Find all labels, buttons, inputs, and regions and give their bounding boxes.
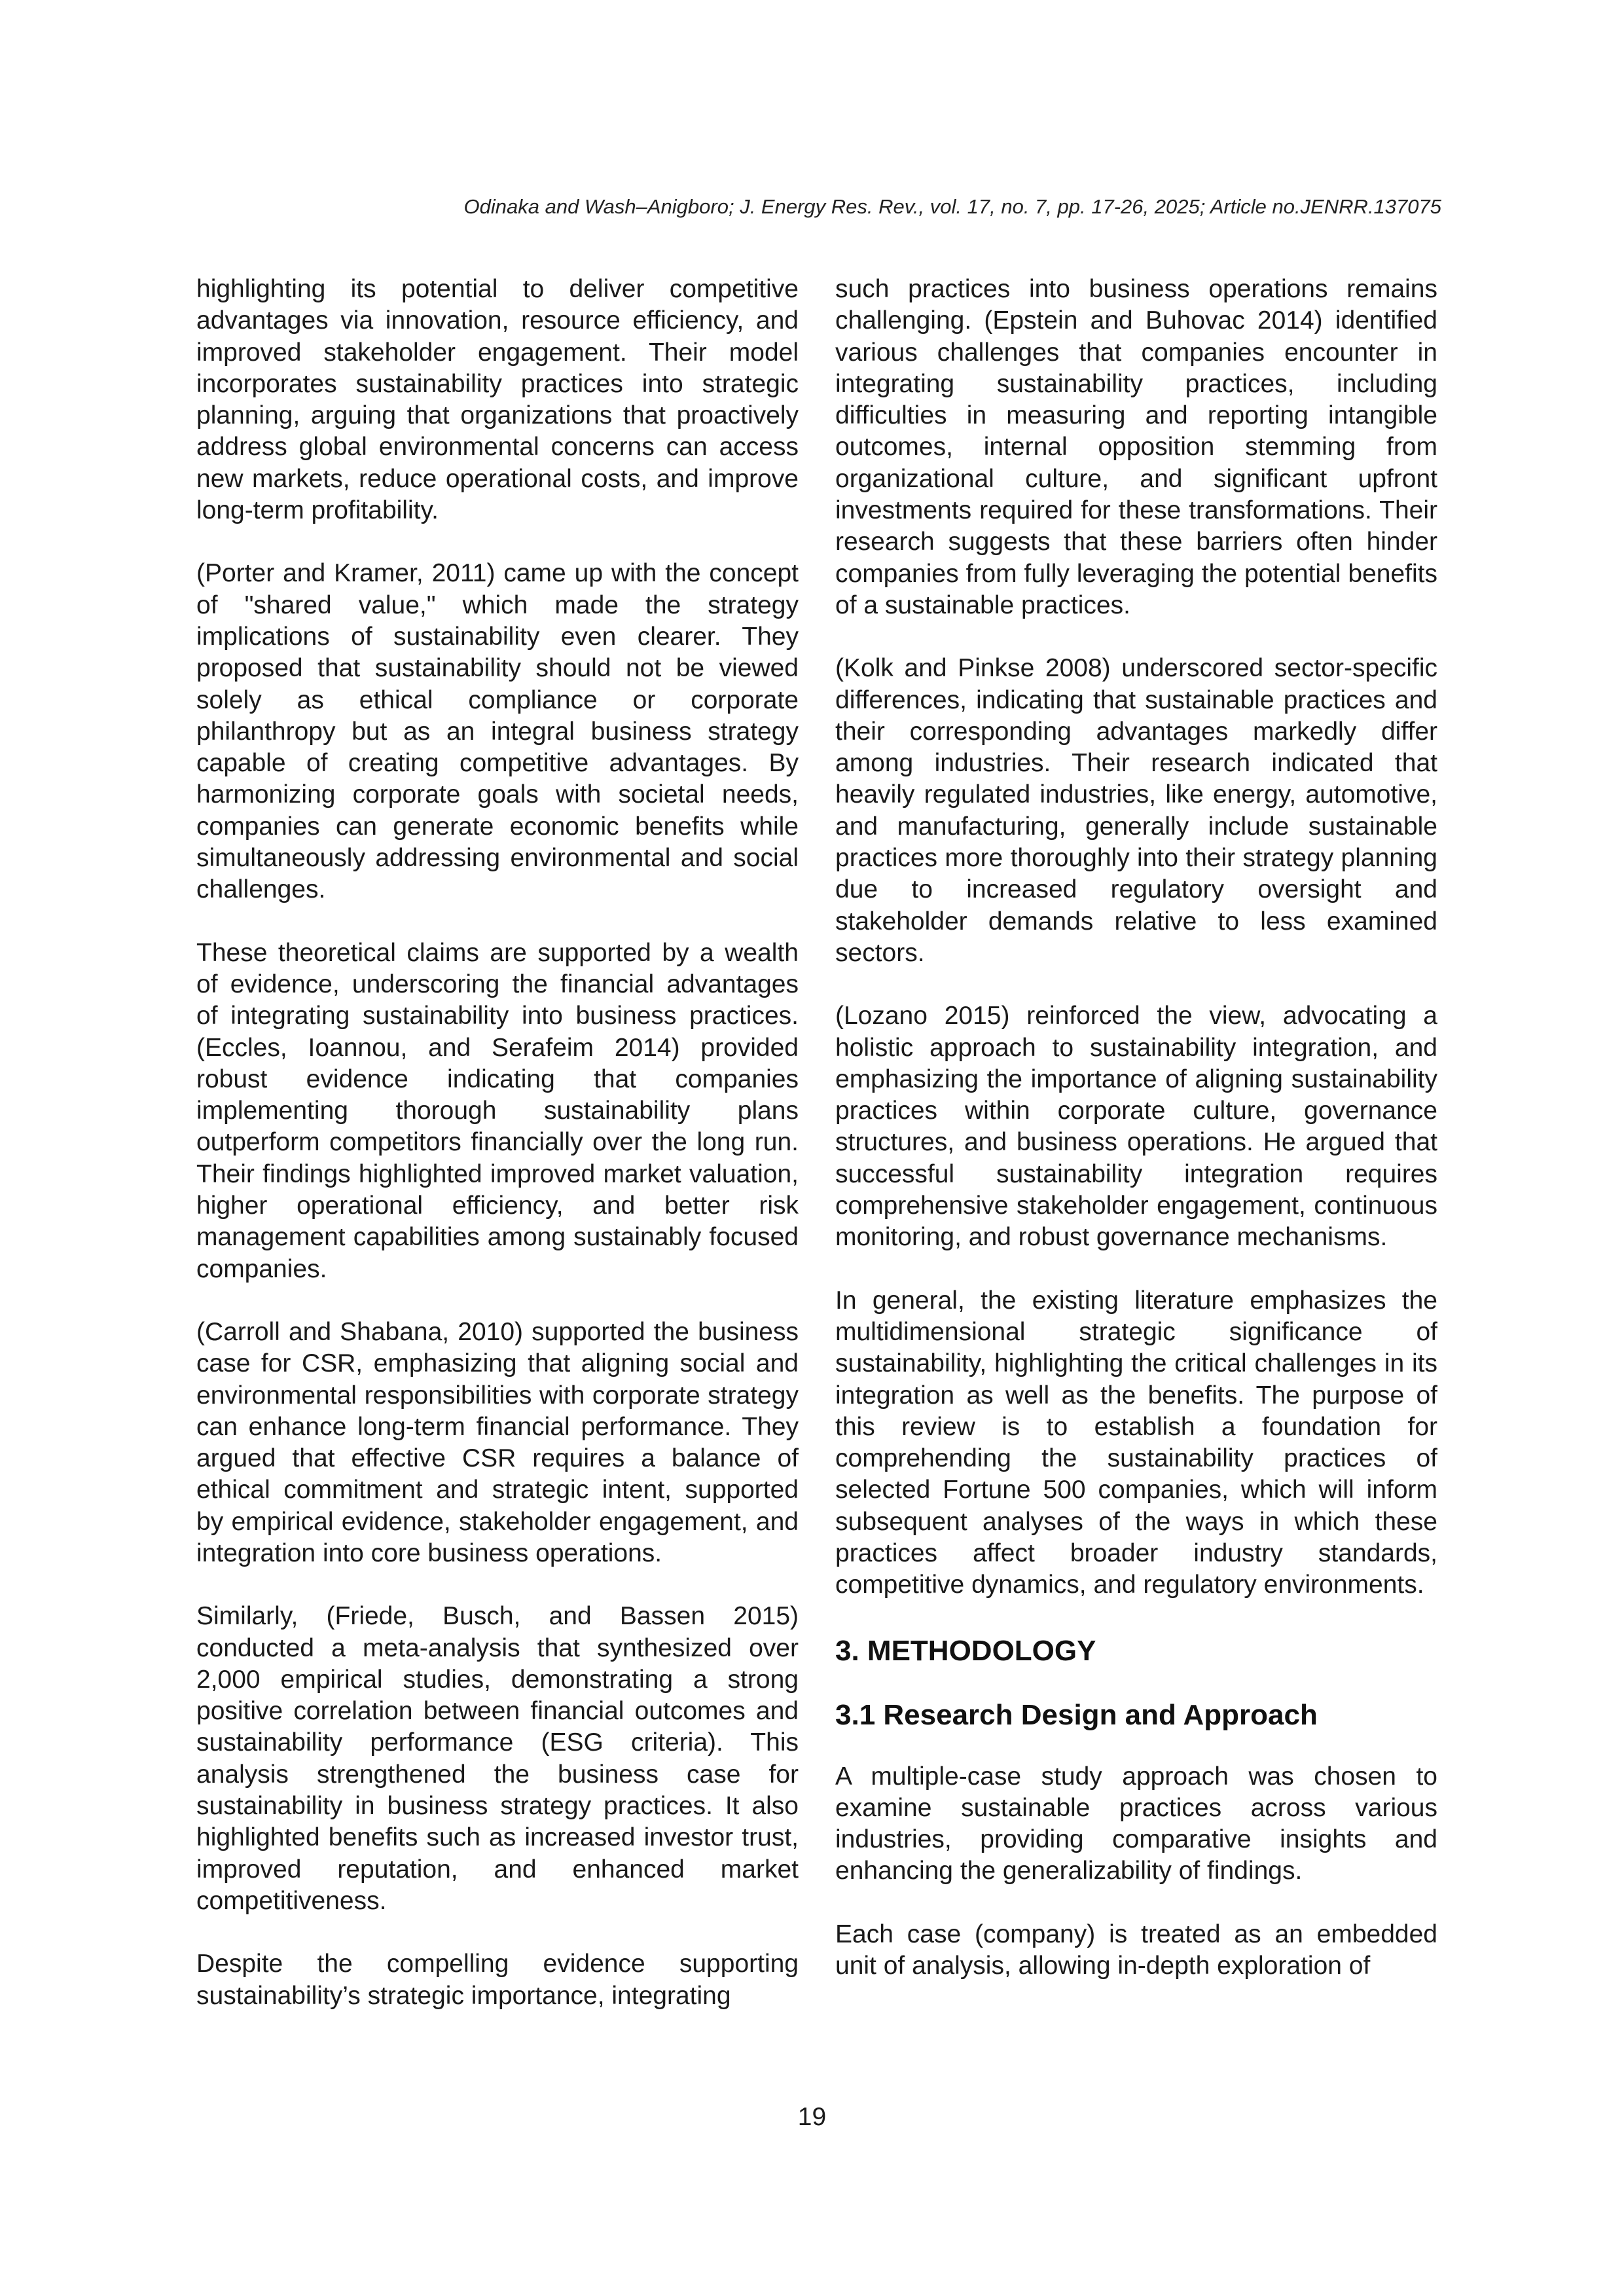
paragraph: Each case (company) is treated as an embedded unit of analysis, allowing in-depth exploration of	[835, 1920, 1437, 1980]
paragraph: such practices into business operations remains challenging. (Epstein and Buhovac 2014) identified various challenges that companies encounter in integrating sustainability practices, including difficulties in measuring and reporting intangible outcomes, internal opposition stemming from organizational culture, and significant upfront investments required for these transformations. Their research suggests that these barriers often hinder companies from fully leveraging the potential benefits of a sustainable practices.	[835, 275, 1437, 619]
paragraph: (Carroll and Shabana, 2010) supported the business case for CSR, emphasizing that aligning social and environmental responsibilities with corporate strategy can enhance long-term financial performance. They argued that effective CSR requires a balance of ethical commitment and strategic intent, supported by empirical evidence, stakeholder engagement, and integration into core business operations.	[196, 1317, 799, 1567]
paragraph: These theoretical claims are supported by a wealth of evidence, underscoring the financial advantages of integrating sustainability into business practices. (Eccles, Ioannou, and Serafeim 2014) provided robust evidence indicating that companies implementing thorough sustainability plans outperform competitors financially over the long run. Their findings highlighted improved market valuation, higher operational efficiency, and better risk management capabilities among sustainably focused companies.	[196, 938, 799, 1283]
paragraph: Despite the compelling evidence supporting sustainability’s strategic importance, integrating	[196, 1950, 799, 2010]
section-heading: 3. METHODOLOGY	[835, 1634, 1096, 1667]
page-number: 19	[797, 2103, 827, 2131]
left-column	[196, 274, 799, 2043]
paragraph: Similarly, (Friede, Busch, and Bassen 2015) conducted a meta-analysis that synthesized over 2,000 empirical studies, demonstrating a strong positive correlation between financial outcomes and sustainability performance (ESG criteria). This analysis strengthened the business case for sustainability in business strategy practices. It also highlighted benefits such as increased investor trust, improved reputation, and enhanced market competitiveness.	[196, 1602, 799, 1915]
paragraph: In general, the existing literature emphasizes the multidimensional strategic significance of sustainability, highlighting the critical challenges in its integration as well as the benefits. The purpose of this review is to establish a foundation for comprehending the sustainability practices of selected Fortune 500 companies, which will inform subsequent analyses of the ways in which these practices affect broader industry standards, competitive dynamics, and regulatory environments.	[835, 1286, 1437, 1599]
subsection-heading: 3.1 Research Design and Approach	[835, 1698, 1318, 1731]
paragraph: highlighting its potential to deliver competitive advantages via innovation, resource efficiency, and improved stakeholder engagement. Their model incorporates sustainability practices into strategic planning, arguing that organizations that proactively address global environmental concerns can access new markets, reduce operational costs, and improve long-term profitability.	[196, 275, 799, 525]
paragraph: (Lozano 2015) reinforced the view, advocating a holistic approach to sustainability integration, and emphasizing the importance of aligning sustainability practices within corporate culture, governance structures, and business operations. He argued that successful sustainability integration requires comprehensive stakeholder engagement, continuous monitoring, and robust governance mechanisms.	[835, 1002, 1437, 1252]
paragraph: (Kolk and Pinkse 2008) underscored sector-specific differences, indicating that sustainable practices and their corresponding advantages markedly differ among industries. Their research indicated that heavily regulated industries, like energy, automotive, and manufacturing, generally include sustainable practices more thoroughly into their strategy planning due to increased regulatory oversight and stakeholder demands relative to less examined sectors.	[835, 654, 1437, 967]
paragraph: (Porter and Kramer, 2011) came up with the concept of "shared value," which made the strategy implications of sustainability even clearer. They proposed that sustainability should not be viewed solely as ethical compliance or corporate philanthropy but as an integral business strategy capable of creating competitive advantages. By harmonizing corporate goals with societal needs, companies can generate economic benefits while simultaneously addressing environmental and social challenges.	[196, 559, 799, 904]
paragraph: A multiple-case study approach was chosen to examine sustainable practices across various industries, providing comparative insights and enhancing the generalizability of findings.	[835, 1762, 1437, 1886]
right-column	[835, 274, 1437, 2013]
running-header: Odinaka and Wash–Anigboro; J. Energy Res. Rev., vol. 17, no. 7, pp. 17-26, 2025; Article no.JENRR.137075	[463, 195, 1441, 218]
